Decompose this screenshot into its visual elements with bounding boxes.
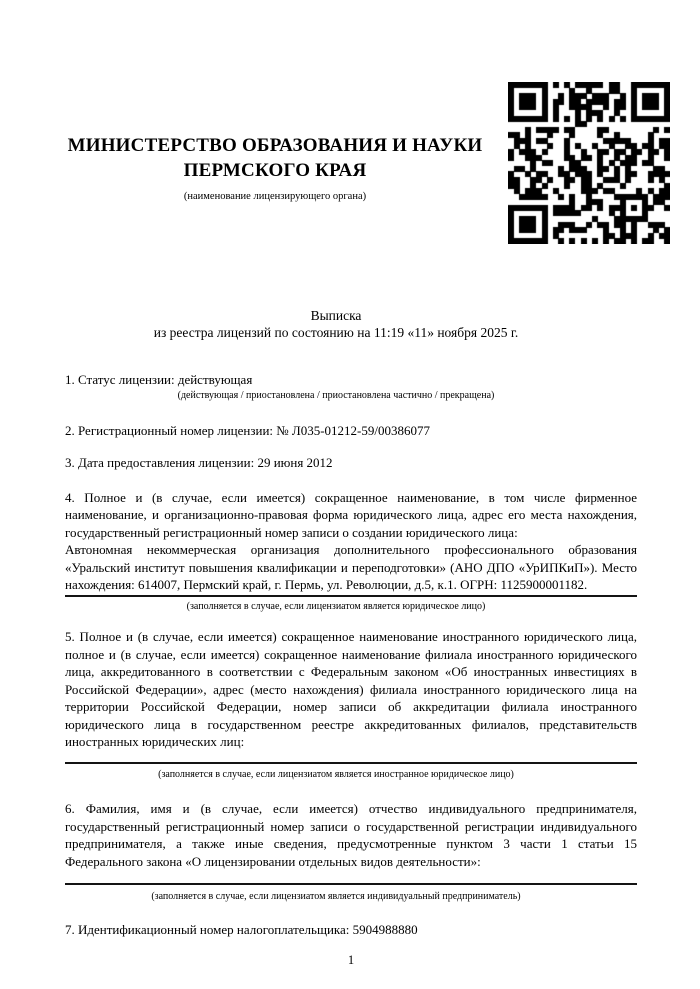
foreign-entity-caption: (заполняется в случае, если лицензиатом является иностранное юридическое лицо) bbox=[158, 769, 514, 781]
registration-number-item: 2. Регистрационный номер лицензии: № Л035-01212-59/00386077 bbox=[65, 423, 431, 439]
individual-entrepreneur-caption: (заполняется в случае, если лицензиатом является индивидуальный предприниматель) bbox=[151, 890, 521, 902]
taxpayer-id-item: 7. Идентификационный номер налогоплательщика: 5904988880 bbox=[65, 921, 418, 937]
foreign-entity-blank-line bbox=[65, 762, 637, 764]
grant-date-item: 3. Дата предоставления лицензии: 29 июня 2012 bbox=[65, 454, 333, 470]
qr-code-icon bbox=[508, 82, 670, 244]
ministry-name-line1: МИНИСТЕРСТВО ОБРАЗОВАНИЯ И НАУКИ bbox=[67, 135, 483, 156]
ministry-caption: (наименование лицензирующего органа) bbox=[183, 191, 367, 202]
legal-entity-caption: (заполняется в случае, если лицензиатом является юридическое лицо) bbox=[186, 601, 486, 613]
document-title-line2: из реестра лицензий по состоянию на 11:19 «11» ноября 2025 г. bbox=[153, 325, 519, 341]
page-number: 1 bbox=[347, 953, 355, 968]
foreign-entity-item: 5. Полное и (в случае, если имеется) сокращенное наименование иностранного юридического лица, полное и (в случае, если имеется) сокращенное наименование филиала иностранного юридического лица, аккредитованного в соответствии с Федеральным законом «Об иностранных инвестициях в Российской Федерации», адрес (место нахождения) филиала иностранного юридического лица на территории Российской Федерации, номер записи об аккредитации филиала иностранного юридического лица в государственном реестре аккредитованных филиалов, представительств иностранных юридических лиц: bbox=[65, 629, 637, 749]
individual-entrepreneur-item: 6. Фамилия, имя и (в случае, если имеется) отчество индивидуального предпринимателя, государственный регистрационный номер записи о государственной регистрации индивидуального предпринимателя, а также иные сведения, предусмотренные пунктом 3 части 1 статьи 15 Федерального закона «О лицензировании отдельных видов деятельности»: bbox=[65, 801, 637, 869]
license-status-caption: (действующая / приостановлена / приостановлена частично / прекращена) bbox=[177, 390, 495, 402]
license-status-item: 1. Статус лицензии: действующая bbox=[65, 371, 253, 387]
ministry-name-line2: ПЕРМСКОГО КРАЯ bbox=[183, 160, 367, 181]
individual-entrepreneur-blank-line bbox=[65, 883, 637, 885]
ministry-header bbox=[65, 133, 485, 204]
document-title bbox=[65, 307, 637, 342]
legal-entity-label: 4. Полное и (в случае, если имеется) сокращенное наименование, в том числе фирменное наименование, и организационно-правовая форма юридического лица, адрес его места нахождения, государственный регистрационный номер записи о создании юридического лица: bbox=[65, 490, 637, 540]
legal-entity-item bbox=[65, 489, 637, 614]
legal-entity-value: Автономная некоммерческая организация дополнительного профессионального образования «Уральский институт повышения квалификации и переподготовки» (АНО ДПО «УрИПКиП»). Место нахождения: 614007, Пермский край, г. Пермь, ул. Революции, д.5, к.1. ОГРН: 1125900001182. bbox=[65, 541, 637, 597]
document-title-line1: Выписка bbox=[310, 308, 362, 323]
